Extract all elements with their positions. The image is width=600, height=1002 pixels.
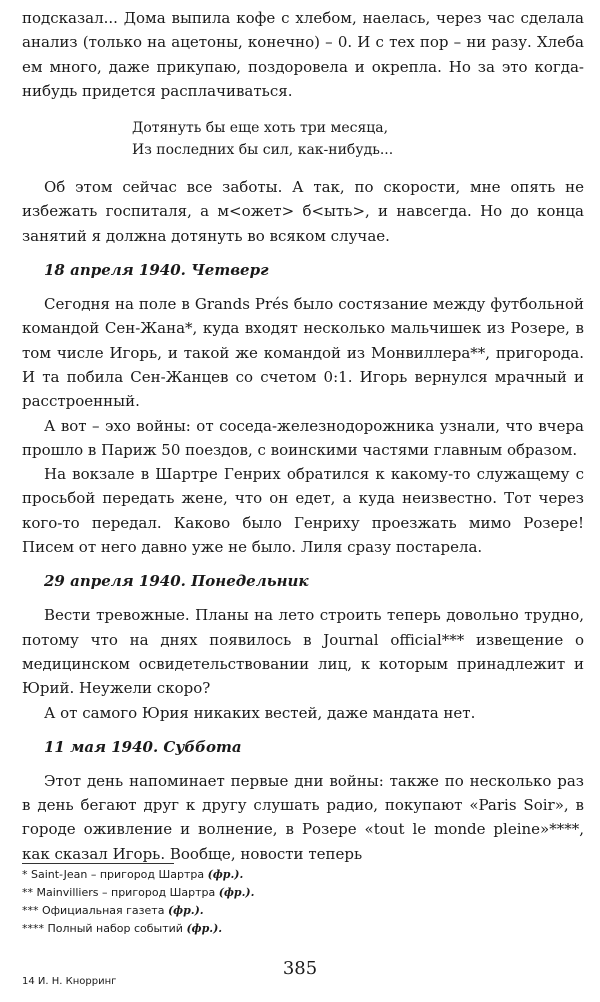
paragraph-8: Этот день напоминает первые дни войны: также по несколько раз в день бегают друг к другу слушать радио, покупают «Paris Soir», в городе оживление и волнение, в Розере «tout le monde pleine»****, как сказал Игорь. Вообще, новости теперь	[22, 771, 584, 863]
footnote-2	[22, 884, 582, 902]
paragraph-6: Вести тревожные. Планы на лето строить теперь довольно трудно, потому что на днях появилось в Journal official*** извещение о медицинском освидетельствовании лиц, к которым принадлежит и Юрий. Неужели скоро?	[22, 606, 584, 698]
page-number: 385	[282, 958, 318, 979]
date-heading-1: 18 апреля 1940. Четверг	[44, 261, 269, 280]
paragraph-3: Сегодня на поле в Grands Prés было состязание между футбольной командой Сен-Жана*, куда входят несколько мальчишек из Розере, в том числе Игорь, и такой же командой из Монвиллера**, пригорода. И та побила Сен-Жанцев со счетом 0:1. Игорь вернулся мрачный и расстроенный.	[22, 295, 584, 411]
footnote-2-tag: (фр.).	[218, 886, 255, 899]
page-body	[22, 6, 584, 866]
printer-signature: 14 И. Н. Кнорринг	[22, 976, 117, 987]
paragraph-4: А вот – эхо войны: от соседа-железнодорожника узнали, что вчера прошло в Париж 50 поездов, с воинскими частями главным образом.	[22, 416, 584, 459]
footnotes	[22, 866, 582, 938]
footnote-4-text: **** Полный набор событий	[22, 922, 183, 935]
paragraph-5: На вокзале в Шартре Генрих обратился к какому-то служащему с просьбой передать жене, что он едет, а куда неизвестно. Тот через кого-то передал. Каково было Генриху проезжать мимо Розере! Писем от него давно уже не было. Лиля сразу постарела.	[22, 465, 584, 557]
poem	[132, 117, 584, 161]
footnote-3-text: *** Официальная газета	[22, 904, 165, 917]
footnote-1-tag: (фр.).	[207, 868, 244, 881]
footnote-divider	[22, 863, 174, 864]
footnote-4	[22, 920, 582, 938]
date-heading-3: 11 мая 1940. Суббота	[44, 737, 242, 756]
paragraph-2: Об этом сейчас все заботы. А так, по скорости, мне опять не избежать госпиталя, а м<ожет> б<ыть>, и навсегда. Но до конца занятий я должна дотянуть во всяком случае.	[22, 178, 584, 245]
footnote-4-tag: (фр.).	[186, 922, 223, 935]
paragraph-1: подсказал... Дома выпила кофе с хлебом, наелась, через час сделала анализ (только на ацетоны, конечно) – 0. И с тех пор – ни разу. Хлеба ем много, даже прикупаю, поздоровела и окрепла. Но за это когда-нибудь придется расплачиваться.	[22, 9, 584, 100]
footnote-2-text: ** Mainvilliers – пригород Шартра	[22, 886, 216, 899]
date-heading-2: 29 апреля 1940. Понедельник	[44, 572, 309, 591]
footnote-1	[22, 866, 582, 884]
poem-line-1: Дотянуть бы еще хоть три месяца,	[132, 120, 389, 137]
footnote-3	[22, 902, 582, 920]
footnote-1-text: * Saint-Jean – пригород Шартра	[22, 868, 205, 881]
poem-line-2: Из последних бы сил, как-нибудь...	[132, 142, 394, 159]
footnote-3-tag: (фр.).	[167, 904, 204, 917]
paragraph-7: А от самого Юрия никаких вестей, даже мандата нет.	[44, 703, 476, 722]
